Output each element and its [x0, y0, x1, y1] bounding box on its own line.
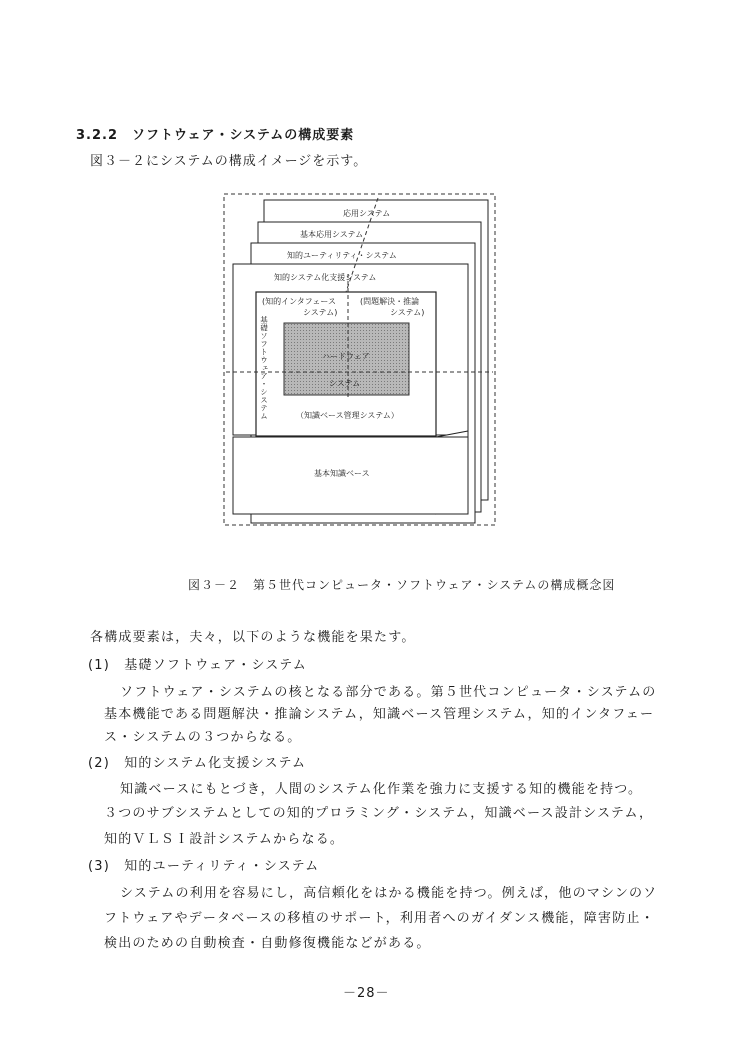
figure-caption: 図３－２ 第５世代コンピュータ・ソフトウェア・システムの構成概念図 — [188, 578, 616, 592]
item3-line2: フトウェアやデータベースの移植のサポート，利用者へのガイダンス機能，障害防止・ — [104, 911, 655, 926]
item3-line3: 検出のための自動検査・自動修復機能などがある。 — [104, 936, 431, 951]
label-problem-line1: (問題解決・推論 — [360, 297, 420, 306]
label-basic-app-system: 基本応用システム — [300, 230, 364, 239]
item1-line1: ソフトウェア・システムの核となる部分である。第５世代コンピュータ・システムの — [120, 685, 657, 700]
item1-line2: 基本機能である問題解決・推論システム，知識ベース管理システム，知的インタフェー — [104, 707, 655, 722]
item1-line3: ス・システムの３つからなる。 — [104, 730, 302, 745]
item2-line1: 知識ベースにもとづき，人間のシステム化作業を強力に支援する知的機能を持つ。 — [120, 782, 643, 797]
label-interface-line2: システム) — [303, 308, 338, 317]
label-utility-system: 知的ユーティリティ・システム — [287, 251, 397, 260]
label-hardware-line1: ハードウェア — [322, 352, 370, 361]
section-heading: 3.2.2 ソフトウェア・システムの構成要素 — [76, 128, 355, 143]
label-hardware-line2: システム — [329, 379, 361, 388]
label-app-system: 応用システム — [343, 209, 391, 218]
label-interface-line1: (知的インタフェース — [262, 297, 337, 306]
item2-heading: (2) 知的システム化支援システム — [88, 756, 307, 771]
label-basic-software-vertical: 基礎ソフトウェア・システム — [259, 316, 269, 420]
item2-line2: ３つのサブシステムとしての知的プロラミング・システム，知識ベース設計システム， — [104, 806, 654, 821]
item1-heading: (1) 基礎ソフトウェア・システム — [88, 658, 307, 673]
figure-intro: 図３－２にシステムの構成イメージを示す。 — [90, 154, 368, 169]
body-lead: 各構成要素は，夫々，以下のような機能を果たす。 — [90, 630, 416, 645]
item3-line1: システムの利用を容易にし，高信頼化をはかる機能を持つ。例えば，他のマシンのソ — [120, 886, 658, 901]
label-problem-line2: システム) — [390, 308, 425, 317]
item3-heading: (3) 知的ユーティリティ・システム — [88, 859, 320, 874]
label-knowledge-base: 基本知識ベース — [314, 469, 370, 478]
page-number: －28－ — [343, 986, 390, 1001]
label-kb-management: （知識ベース管理システム） — [296, 411, 399, 420]
item2-line3: 知的ＶＬＳＩ設計システムからなる。 — [104, 832, 345, 847]
label-support-system: 知的システム化支援システム — [274, 273, 377, 282]
